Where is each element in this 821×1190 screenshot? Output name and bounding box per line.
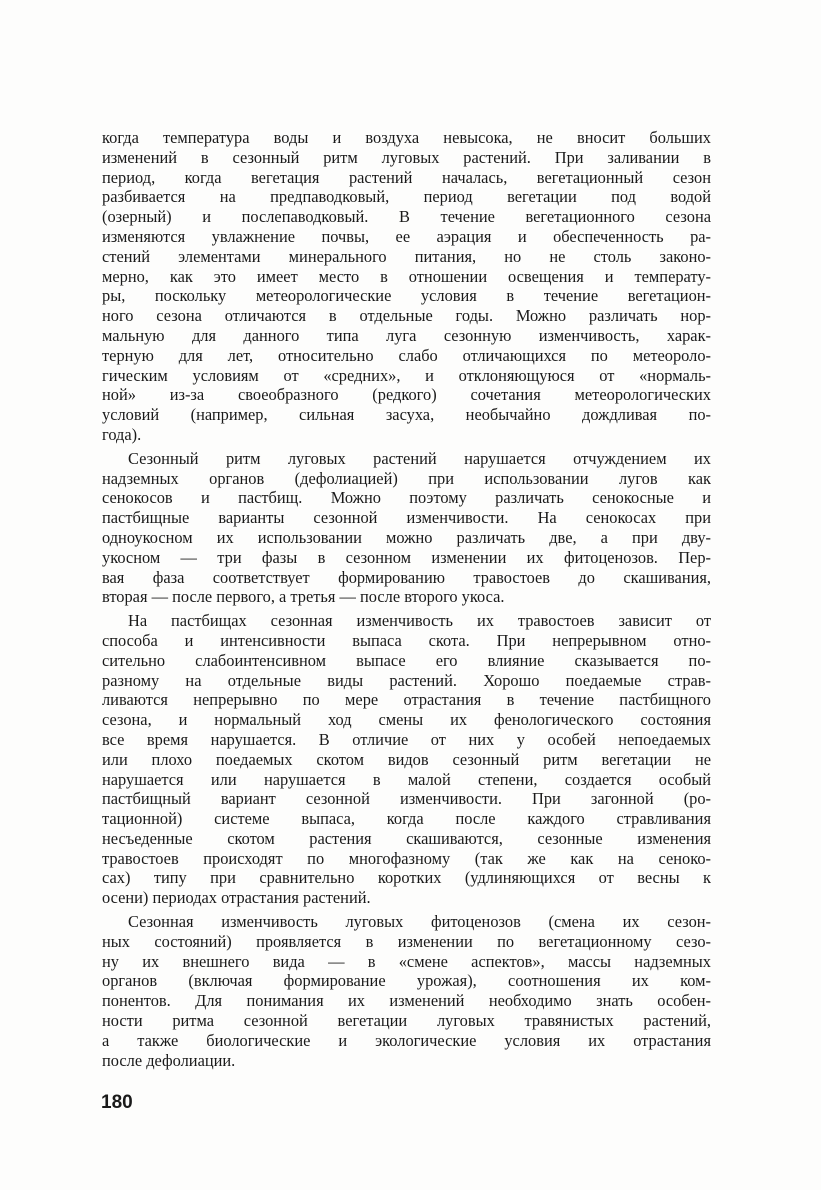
text-line: тационной) системе выпаса, когда после каждого стравливания: [102, 809, 711, 829]
text-line: стений элементами минерального питания, но не столь законо-: [102, 246, 711, 266]
page-number: 180: [101, 1092, 133, 1113]
text-line: ности ритма сезонной вегетации луговых травянистых растений,: [102, 1011, 711, 1031]
text-line: надземных органов (дефолиацией) при использовании лугов как: [102, 468, 711, 488]
text-line: изменений в сезонный ритм луговых растений. При заливании в: [102, 147, 711, 167]
paragraph: [102, 128, 711, 445]
text-line: пастбищные варианты сезонной изменчивости. На сенокосах при: [102, 508, 711, 528]
text-line: сах) типу при сравнительно коротких (удлиняющихся от весны к: [102, 868, 711, 888]
text-line: (озерный) и послепаводковый. В течение вегетационного сезона: [102, 207, 711, 227]
text-line: укосном — три фазы в сезонном изменении их фитоценозов. Пер-: [102, 547, 711, 567]
text-line: способа и интенсивности выпаса скота. При непрерывном отно-: [102, 630, 711, 650]
text-line: когда температура воды и воздуха невысока, не вносит больших: [102, 128, 711, 147]
text-line: мерно, как это имеет место в отношении освещения и температу-: [102, 266, 711, 286]
text-line: Сезонная изменчивость луговых фитоценозов (смена их сезон-: [128, 912, 711, 932]
text-line: На пастбищах сезонная изменчивость их травостоев зависит от: [128, 611, 711, 631]
text-line: изменяются увлажнение почвы, ее аэрация и обеспеченность ра-: [102, 226, 711, 246]
text-line: несъеденные скотом растения скашиваются, сезонные изменения: [102, 828, 711, 848]
text-line: ного сезона отличаются в отдельные годы. Можно различать нор-: [102, 306, 711, 326]
text-line: Сезонный ритм луговых растений нарушается отчуждением их: [128, 448, 711, 468]
paragraph: [102, 611, 711, 908]
text-line: пастбищный вариант сезонной изменчивости. При загонной (ро-: [102, 789, 711, 809]
text-line: все время нарушается. В отличие от них у особей непоедаемых: [102, 729, 711, 749]
text-line: травостоев происходят по многофазному (так же как на сеноко-: [102, 848, 711, 868]
text-line: осени) периодах отрастания растений.: [102, 888, 371, 908]
text-line: мальную для данного типа луга сезонную изменчивость, харак-: [102, 325, 711, 345]
text-line: разному на отдельные виды растений. Хорошо поедаемые страв-: [102, 670, 711, 690]
text-line: нарушается или нарушается в малой степени, создается особый: [102, 769, 711, 789]
text-line: ну их внешнего вида — в «смене аспектов», массы надземных: [102, 951, 711, 971]
text-line: вторая — после первого, а третья — после второго укоса.: [102, 587, 505, 607]
text-line: одноукосном их использовании можно различать две, а при дву-: [102, 527, 711, 547]
text-line: ры, поскольку метеорологические условия в течение вегетацион-: [102, 286, 711, 306]
body-text: [102, 128, 711, 1070]
text-line: период, когда вегетация растений началась, вегетационный сезон: [102, 167, 711, 187]
text-line: или плохо поедаемых скотом видов сезонный ритм вегетации не: [102, 749, 711, 769]
text-line: условий (например, сильная засуха, необычайно дождливая по-: [102, 405, 711, 425]
text-line: ных состояний) проявляется в изменении по вегетационному сезо-: [102, 931, 711, 951]
text-line: сезона, и нормальный ход смены их фенологического состояния: [102, 710, 711, 730]
text-line: органов (включая формирование урожая), соотношения их ком-: [102, 971, 711, 991]
text-line: года).: [102, 424, 142, 444]
text-line: а также биологические и экологические условия их отрастания: [102, 1030, 711, 1050]
text-line: гическим условиям от «средних», и отклоняющуюся от «нормаль-: [102, 365, 711, 385]
paragraph: [102, 912, 711, 1070]
text-line: разбивается на предпаводковый, период вегетации под водой: [102, 187, 711, 207]
text-line: вая фаза соответствует формированию травостоев до скашивания,: [102, 567, 711, 587]
text-line: сенокосов и пастбищ. Можно поэтому различать сенокосные и: [102, 488, 711, 508]
text-line: сительно слабоинтенсивном выпасе его влияние сказывается по-: [102, 650, 711, 670]
text-line: после дефолиации.: [102, 1050, 236, 1070]
paragraph: [102, 449, 711, 607]
text-line: понентов. Для понимания их изменений необходимо знать особен-: [102, 991, 711, 1011]
text-line: терную для лет, относительно слабо отличающихся по метеороло-: [102, 345, 711, 365]
text-line: ной» из-за своеобразного (редкого) сочетания метеорологических: [102, 385, 711, 405]
text-line: ливаются непрерывно по мере отрастания в течение пастбищного: [102, 690, 711, 710]
